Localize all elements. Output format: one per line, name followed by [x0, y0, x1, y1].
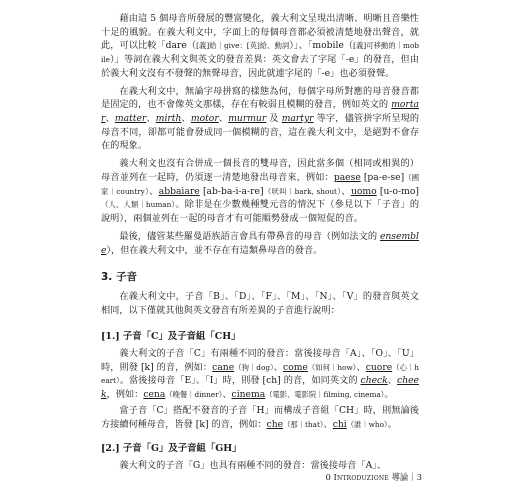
ipa: [ab-ba-i-a-re] — [199, 185, 264, 197]
example-word: mortar — [101, 99, 419, 124]
chapter-number: 0 — [325, 472, 331, 482]
text: 在義大利文中，無論字母拼寫的樣態為何，每個字母所對應的母音發音都是固定的，也不會像英文那樣，存在有較弱且模糊的發音，例如英文的 — [101, 85, 419, 111]
text: ）」等詞在義大利文與英文的發音差異：英文會去了字尾「-e」的發音，但由於義大利文沒有不發聲的無聲母音，因此就連字尾的「-e」也必須發聲。 — [101, 54, 419, 79]
paragraph-fixed-vowels: 在義大利文中，無論字母拼寫的樣態為何，每個字母所對應的母音發音都是固定的，也不會像英文那樣，存在有較弱且模糊的發音，例如英文的 mortar、matter、mirth、motor、murmur 及 martyr 等字，儘管拼字所呈現的母音不同，卻都可能會發成同一個模糊的音，這在義大利文中，是絕對不會存在的現象。 — [101, 85, 420, 152]
example-word: motor — [190, 113, 219, 124]
paragraph-consonant-ch: 當子音「C」搭配不發音的子音「H」而構成子音組「CH」時，則無論後方接續何種母音，皆發 [k] 的音，例如：che（那｜that）、chi（誰｜who）。 — [101, 404, 419, 430]
paragraph-nasal-vowels — [101, 230, 419, 257]
example-word: murmur — [228, 113, 267, 124]
text: 。除非是在少數幾種雙元音的情況下（參見以下「子音」的說明），兩個並列在一起的母音才有可能順勢發成一個短促的音。 — [101, 199, 420, 225]
subsection-title: [1.] 子音「C」及子音組「CH」 — [101, 330, 241, 342]
example-word: cena — [143, 389, 166, 401]
text: ），但在義大利文中，並不存在有這類鼻母音的發音。 — [106, 244, 323, 256]
text: 最後，儘管某些羅曼語族語言會具有帶鼻音的母音（例如法文的 — [119, 230, 380, 242]
text: 義大利文也沒有合併成一個長音的雙母音，因此當多個（相同或相異的）母音並列在一起時，仍須逐一清楚地發出母音來，例如： — [101, 158, 419, 183]
gloss: （吠叫｜bark, shout） — [263, 186, 342, 196]
text: 義大利文的子音「C」有兩種不同的發音：當後接母音「A」、「O」、「U」時，則發 [k] 的音，例如： — [101, 348, 419, 373]
subsection-heading-g — [101, 440, 419, 454]
subsection-title: [2.] 子音「G」及子音組「GH」 — [101, 442, 242, 454]
page-number: 3 — [416, 472, 422, 482]
gloss: （人、人類｜human） — [101, 200, 176, 210]
gloss: [義]可移動的｜mobile — [101, 41, 420, 65]
paragraph-vowel-variety — [101, 12, 419, 81]
example-word: mirth — [155, 113, 182, 124]
chapter-name-cn: 導論 — [391, 472, 409, 482]
example-word: uomo — [350, 185, 377, 197]
paragraph-consonant-c: 義大利文的子音「C」有兩種不同的發音：當後接母音「A」、「O」、「U」時，則發 [k] 的音，例如：cane（狗｜dog）、come（如何｜how）、cuore（心｜heart）。當後接母音「E」、「I」時，則發 [ch] 的音，如同英文的 check、cheek，例如：cena（晚餐｜dinner）、cinema（電影、電影院｜filming, cinema）。 — [101, 348, 419, 401]
example-word: cuore — [365, 361, 393, 373]
text: 在義大利文中，子音「B」、「D」、「F」、「M」、「N」、「V」的發音與英文相同，以下僅就其他與英文發音有所差異的子音進行說明： — [101, 290, 419, 316]
ipa: [pa-e-se] — [360, 171, 405, 183]
chapter-name: Introduzione — [333, 472, 389, 482]
text: ，例如： — [106, 389, 144, 401]
example-word: ensemble — [101, 230, 419, 256]
paragraph-consonant-g — [101, 459, 419, 473]
example-word: cane — [212, 361, 235, 373]
text: 。當後接母音「E」、「I」時，則發 [ch] 的音，如同英文的 — [119, 375, 361, 387]
gloss: （如何｜how） — [307, 362, 357, 372]
example-word: matter — [114, 113, 147, 124]
gloss: （心｜heart） — [101, 362, 419, 386]
example-word: cinema — [231, 389, 266, 401]
text: 等字，儘管拼字所呈現的母音不同，卻都可能會發成同一個模糊的音，這在義大利文中，是絕對不會存在的現象。 — [101, 113, 420, 152]
text: ）」、「mobile（ — [289, 40, 354, 52]
gloss: （國家｜country） — [101, 172, 420, 196]
gloss: （晚餐｜dinner） — [165, 390, 223, 400]
example-word: abbaiare — [158, 185, 200, 197]
gloss: （狗｜dog） — [234, 362, 274, 372]
subsection-heading-c — [101, 328, 419, 342]
example-word: cheek — [101, 375, 419, 401]
example-word: paese — [333, 171, 361, 183]
gloss: [義]給｜give：[英]給、動詞 — [196, 41, 290, 51]
paragraph-diphthongs: 義大利文也沒有合併成一個長音的雙母音，因此當多個（相同或相異的）母音並列在一起時，仍須逐一清楚地發出母音來，例如：paese [pa-e-se]（國家｜country）、abbaiare [ab-ba-i-a-re]（吠叫｜bark, shout）、uomo [u-o-mo]（人、人類｜human）。除非是在少數幾種雙元音的情況下（參見以下「子音」的說明），兩個並列在一起的母音才有可能順勢發成一個短促的音。 — [101, 158, 420, 225]
page-footer: 0 Introduzione 導論｜3 — [325, 472, 422, 482]
example-word: che — [266, 418, 284, 430]
section-title: 3. 子音 — [101, 271, 137, 284]
example-word: come — [283, 361, 308, 373]
example-word: martyr — [281, 113, 314, 124]
text: 當子音「C」搭配不發音的子音「H」而構成子音組「CH」時，則無論後方接續何種母音，皆發 [k] 的音，例如： — [101, 404, 419, 430]
text: 藉由這 5 個母音所發展的豐富變化，義大利文呈現出清晰、明晰且音樂性十足的風貌。在義大利文中，字面上的每個母音都必須被清楚地發出聲音，就此，可以比較「dare（ — [101, 13, 419, 52]
gloss: （那｜that） — [283, 419, 324, 429]
text: 義大利文的子音「G」也具有兩種不同的發音：當後接母音「A」、 — [119, 460, 387, 472]
paragraph-consonants-intro — [101, 290, 419, 317]
example-word: check — [360, 375, 388, 387]
ipa: [u-o-mo] — [376, 185, 420, 197]
gloss: （電影、電影院｜filming, cinema） — [265, 390, 385, 400]
section-heading — [101, 269, 419, 284]
gloss: （誰｜who） — [346, 419, 388, 429]
example-word: chi — [332, 418, 347, 430]
